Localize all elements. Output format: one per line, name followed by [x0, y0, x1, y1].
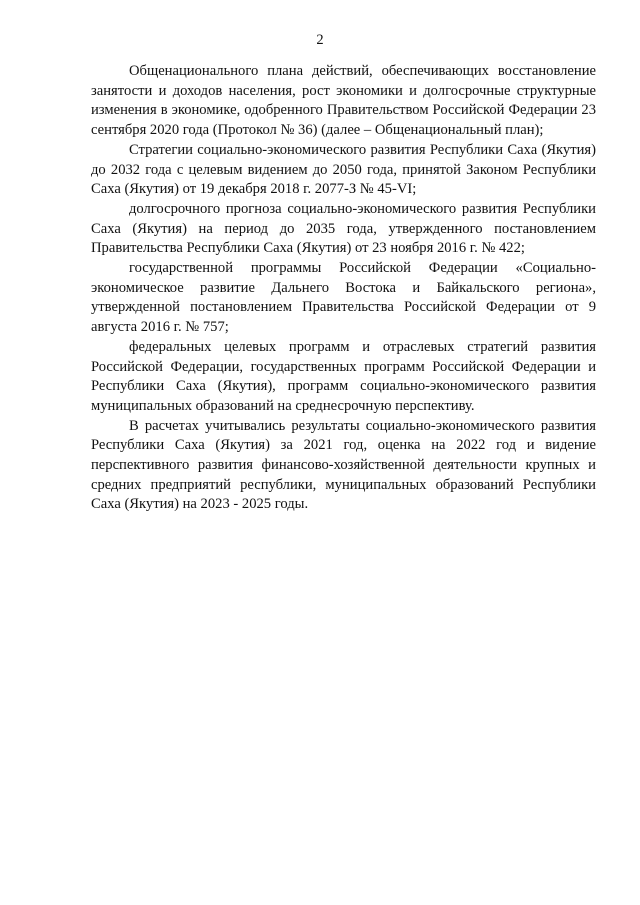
document-body — [91, 62, 596, 515]
paragraph-state-program: государственной программы Российской Федерации «Социально-экономическое развитие Дальнего Востока и Байкальского региона», утвержденной постановлением Правительства Российской Федерации от 9 августа 2016 г. № 757; — [91, 260, 596, 336]
paragraph-federal-programs: федеральных целевых программ и отраслевых стратегий развития Российской Федерации, государственных программ Российской Федерации и Республики Саха (Якутия), программ социально-экономического развития муниципальных образований на среднесрочную перспективу. — [91, 338, 596, 414]
paragraph-calculations: В расчетах учитывались результаты социально-экономического развития Республики Саха (Якутия) за 2021 год, оценка на 2022 год и видение перспективного развития финансово-хозяйственной деятельности крупных и средних предприятий республики, муниципальных образований Республики Саха (Якутия) на 2023 - 2025 годы. — [91, 417, 596, 513]
paragraph-development-strategy: Стратегии социально-экономического развития Республики Саха (Якутия) до 2032 года с целевым видением до 2050 года, принятой Законом Республики Саха (Якутия) от 19 декабря 2018 г. 2077-З № 45-VI; — [91, 141, 596, 198]
paragraph-long-term-forecast: долгосрочного прогноза социально-экономического развития Республики Саха (Якутия) на период до 2035 года, утвержденного постановлением Правительства Республики Саха (Якутия) от 23 ноября 2016 г. № 422; — [91, 200, 596, 257]
paragraph-national-plan: Общенационального плана действий, обеспечивающих восстановление занятости и доходов населения, рост экономики и долгосрочные структурные изменения в экономике, одобренного Правительством Российской Федерации 23 сентября 2020 года (Протокол № 36) (далее – Общенациональный план); — [91, 63, 596, 139]
page-number: 2 — [316, 32, 324, 48]
